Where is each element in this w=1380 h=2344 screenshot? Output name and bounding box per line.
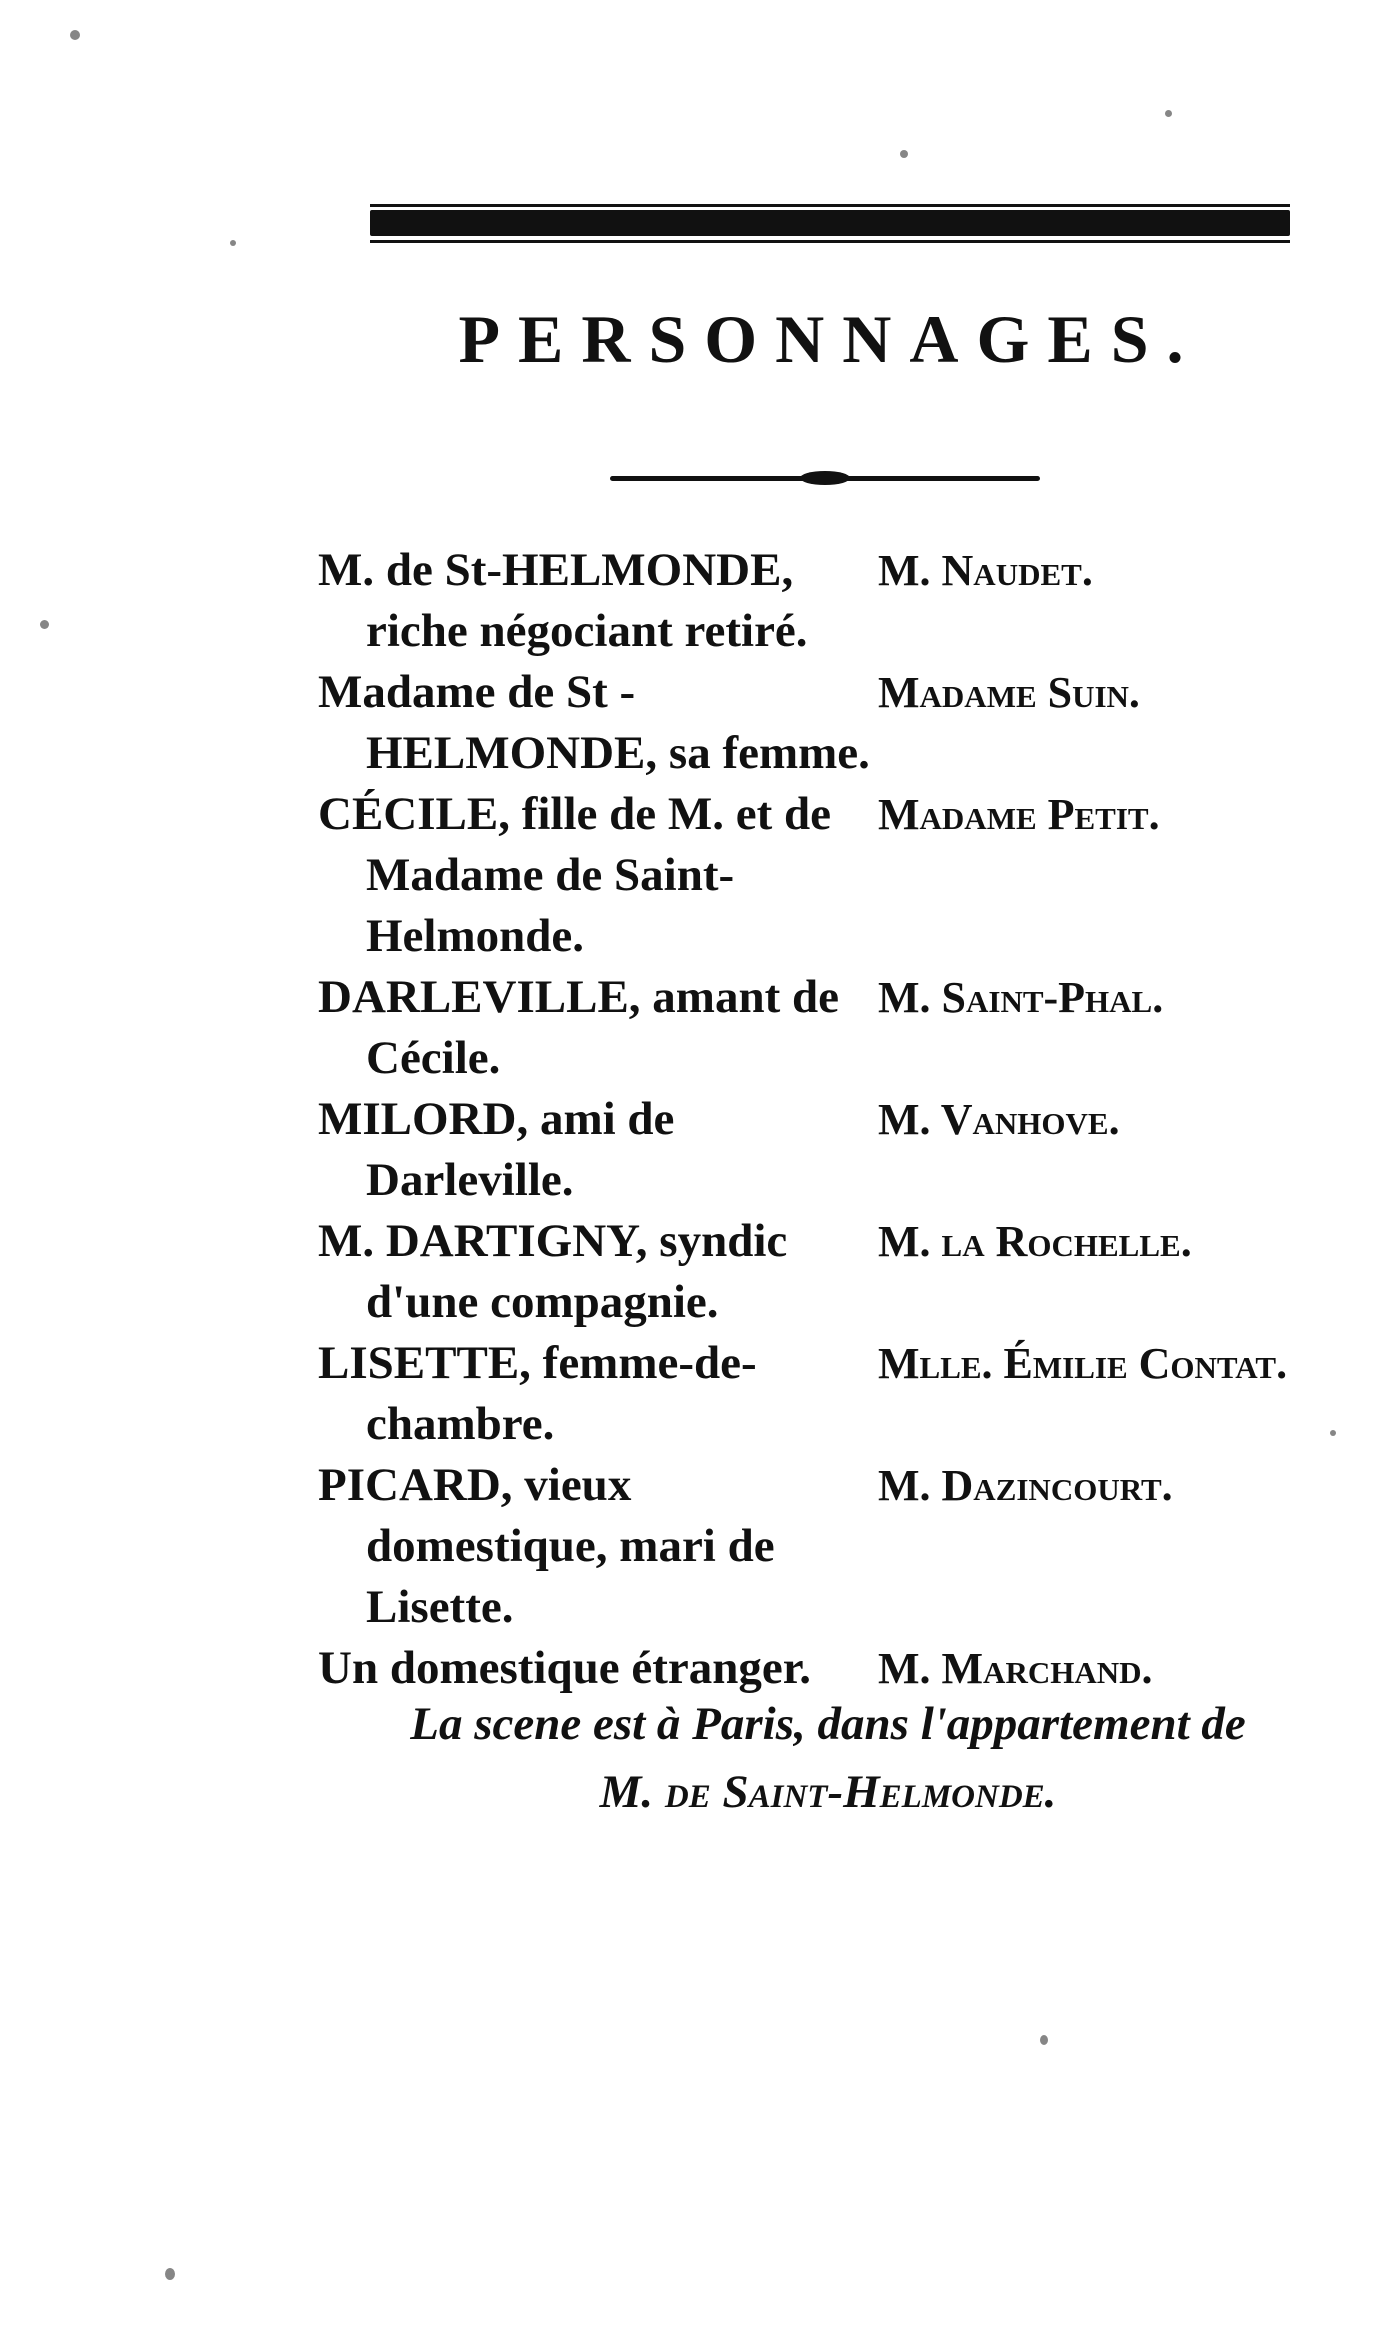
scan-speck — [230, 240, 236, 246]
actor-name: Mlle. Émilie Contat. — [878, 1339, 1288, 1388]
scan-speck — [165, 2268, 175, 2280]
character-name: MILORD, ami de Darleville. — [318, 1093, 675, 1206]
scan-speck — [900, 150, 908, 158]
character-name: LISETTE, femme-de-chambre. — [318, 1337, 757, 1450]
cast-row — [318, 1089, 1338, 1211]
cast-row — [318, 784, 1338, 967]
scene-setting-line: La scene est à Paris, dans l'appartement de — [410, 1698, 1246, 1750]
cast-list — [318, 540, 1338, 1699]
cast-row — [318, 540, 1338, 662]
cast-row — [318, 1455, 1338, 1638]
character-name: DARLEVILLE, amant de Cécile. — [318, 971, 839, 1084]
actor-name: M. Naudet. — [878, 546, 1093, 595]
actor-name: Madame Suin. — [878, 668, 1140, 717]
actor-name: M. Saint-Phal. — [878, 973, 1164, 1022]
cast-row — [318, 1333, 1338, 1455]
scan-speck — [40, 620, 49, 629]
page-title: PERSONNAGES. — [458, 301, 1202, 377]
actor-name: Madame Petit. — [878, 790, 1160, 839]
title-underline-rule — [610, 476, 1040, 481]
scene-setting-note — [318, 1690, 1338, 1826]
top-ornamental-rule — [370, 210, 1290, 236]
character-name: M. de St-HELMONDE, riche négociant retiré. — [318, 544, 808, 657]
character-name: M. DARTIGNY, syndic d'une compagnie. — [318, 1215, 788, 1328]
cast-row — [318, 662, 1338, 784]
character-name: Un domestique étranger. — [318, 1642, 812, 1694]
actor-name: M. Dazincourt. — [878, 1461, 1173, 1510]
character-name: PICARD, vieux domestique, mari de Lisette. — [318, 1459, 775, 1633]
cast-row — [318, 967, 1338, 1089]
scene-setting-line: M. de Saint-Helmonde. — [599, 1766, 1057, 1818]
character-name: Madame de St - HELMONDE, sa femme. — [318, 666, 870, 779]
scan-speck — [1165, 110, 1172, 117]
actor-name: M. la Rochelle. — [878, 1217, 1192, 1266]
scan-speck — [1040, 2035, 1048, 2045]
actor-name: M. Vanhove. — [878, 1095, 1120, 1144]
actor-name: M. Marchand. — [878, 1644, 1153, 1693]
scan-speck — [70, 30, 80, 40]
character-name: CÉCILE, fille de M. et de Madame de Saint-Helmonde. — [318, 788, 832, 962]
cast-row — [318, 1211, 1338, 1333]
